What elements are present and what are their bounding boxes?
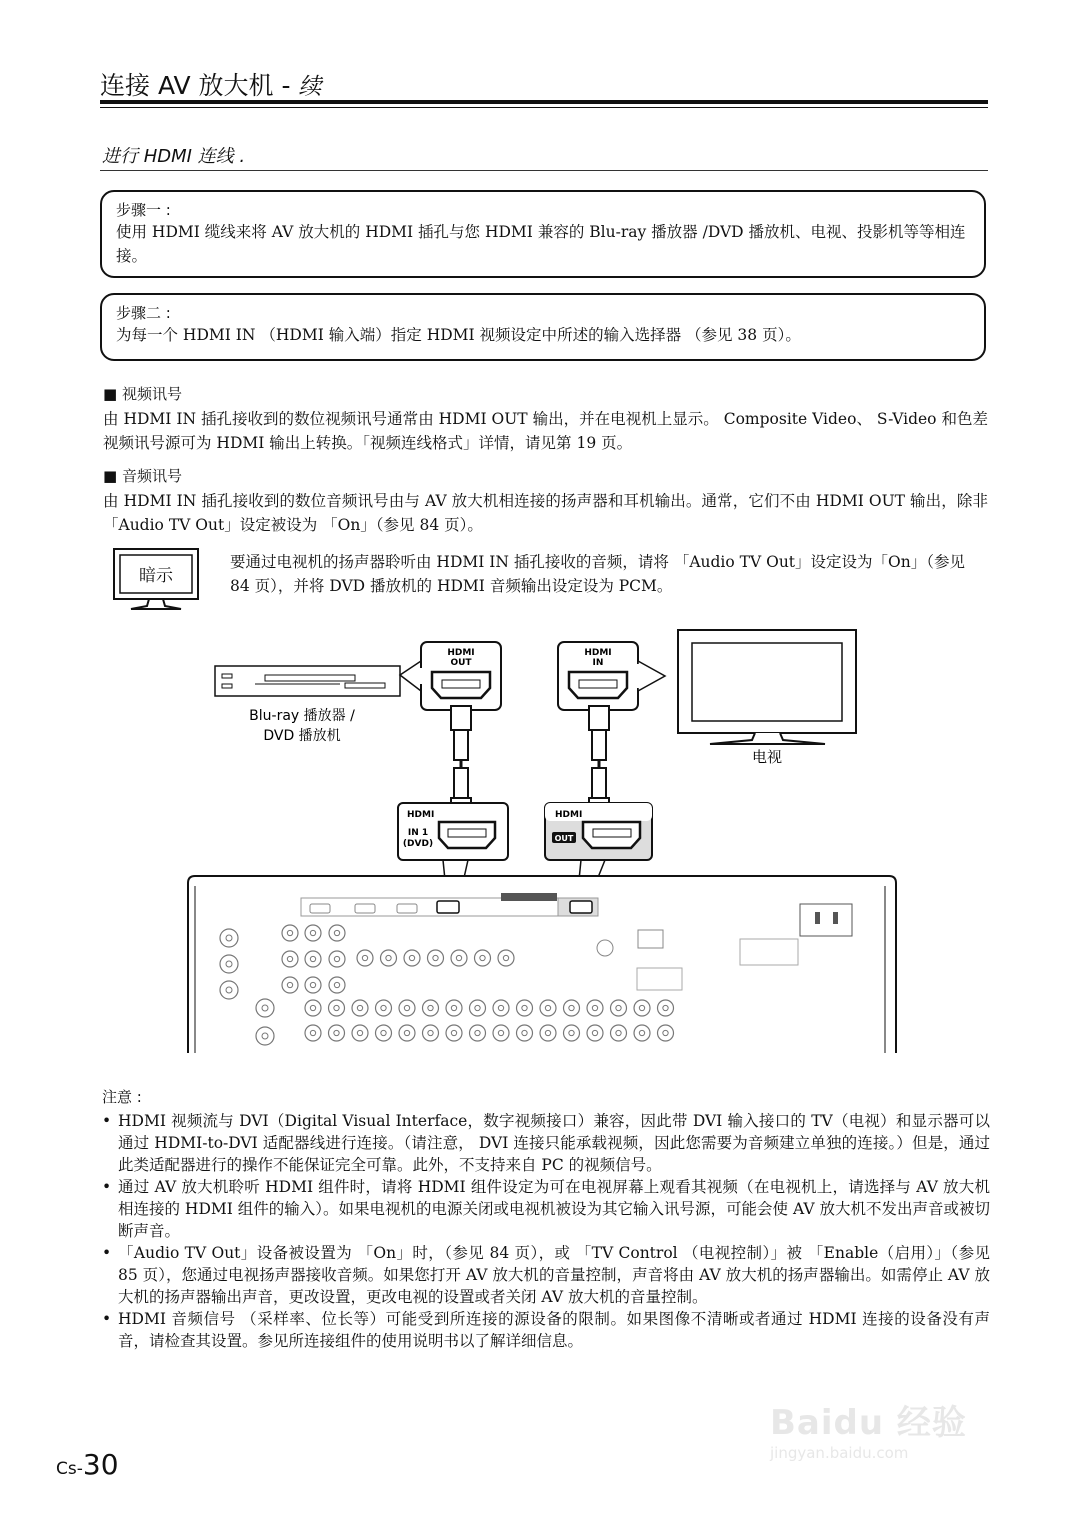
step-one-body: 使用 HDMI 缆线来将 AV 放大机的 HDMI 插孔与您 HDMI 兼容的 Blu-ray 播放器 /DVD 播放机、电视、投影机等等相连接。 — [116, 223, 966, 265]
rca-jack-pin — [433, 955, 438, 960]
audio-signal-body: 由 HDMI IN 插孔接收到的数位音频讯号由与 AV 放大机相连接的扬声器和耳机输出。通常，它们不由 HDMI OUT 输出，除非 「Audio TV Out」设定被设为 「On」（参见 84 页）。 — [103, 492, 988, 534]
rca-jack-pin — [310, 956, 315, 961]
hint-text: 要通过电视机的扬声器聆听由 HDMI IN 插孔接收的音频，请将 「Audio TV Out」设定设为「On」（参见 84 页），并将 DVD 播放机的 HDMI 音频输出设定设为 PCM。 — [230, 553, 965, 595]
tv-hdmi-in-label-1: HDMI — [584, 648, 612, 658]
rca-jack-pin — [639, 1030, 644, 1035]
rca-jack-pin — [475, 1030, 480, 1035]
rca-jack-pin — [310, 930, 315, 935]
rca-jack-pin — [480, 955, 485, 960]
rca-jack-pin — [545, 1030, 550, 1035]
rca-jack-pin — [475, 1005, 480, 1010]
baidu-watermark — [770, 1395, 1020, 1475]
rca-jack-pin — [334, 1005, 339, 1010]
note-item-2: • 通过 AV 放大机聆听 HDMI 组件时，请将 HDMI 组件设定为可在电视屏幕上观看其视频（在电视机上，请选择与 AV 放大机相连接的 HDMI 组件的输入）。如果电视机的电源关闭或电视机被设为其它输入讯号源，可能会使 AV 放大机不发出声音或被切断声音。 — [100, 1176, 990, 1242]
title-continued: 续 — [298, 74, 322, 100]
rca-jack-pin — [262, 1033, 268, 1039]
receiver-hdmi-out-title: HDMI — [555, 810, 583, 820]
rca-jack-pin — [498, 1030, 503, 1035]
rca-jack-pin — [404, 1005, 409, 1010]
step-one-box — [100, 190, 986, 278]
step-one-title: 步骤一 : — [116, 201, 171, 219]
rca-jack-pin — [428, 1030, 433, 1035]
player-label-1: Blu-ray 播放器 / — [249, 708, 355, 724]
rca-jack-pin — [409, 955, 414, 960]
receiver-hdmi-out-badge: OUT — [554, 834, 574, 843]
note-item-1: • HDMI 视频流与 DVI（Digital Visual Interface，数字视频接口）兼容，因此带 DVI 输入接口的 TV（电视）和显示器可以通过 HDMI-to-DVI 适配器线进行连接。（请注意， DVI 连接只能承载视频，因此您需要为音频建立单独的连接。）但是，通过此类适配器进行的操作不能保证完全可靠。此外，不支持来自 PC 的视频信号。 — [100, 1110, 990, 1176]
step-two-body: 为每一个 HDMI IN （HDMI 输入端）指定 HDMI 视频设定中所述的输入选择器 （参见 38 页）。 — [116, 326, 801, 344]
video-signal-heading: ■ 视频讯号 — [103, 385, 182, 403]
rca-jack-pin — [569, 1005, 574, 1010]
hint-tv-icon — [113, 548, 199, 612]
note-item-4: • HDMI 音频信号 （采样率、位长等）可能受到所连接的源设备的限制。如果图像不清晰或者通过 HDMI 连接的设备没有声音，请检查其设置。参见所连接组件的使用说明书以了解详细信息。 — [100, 1308, 990, 1352]
rca-jack-pin — [226, 935, 232, 941]
rca-jack-pin — [226, 987, 232, 993]
receiver-hdmi-in-label-1: IN 1 — [407, 828, 429, 838]
rca-jack-pin — [381, 1005, 386, 1010]
bluray-player — [215, 666, 400, 696]
rca-jack-pin — [522, 1030, 527, 1035]
hint-label: 暗示 — [139, 566, 173, 586]
header-rule — [100, 100, 988, 104]
title-separator: - — [273, 71, 299, 100]
rca-jack-pin — [451, 1005, 456, 1010]
watermark-brand: Baidu 经验 — [770, 1403, 967, 1443]
page-number-value: 30 — [82, 1448, 119, 1481]
rca-jack-pin — [428, 1005, 433, 1010]
tv-hdmi-in-label-2: IN — [592, 658, 604, 668]
audio-signal-heading: ■ 音频讯号 — [103, 467, 182, 485]
page-header — [100, 66, 321, 102]
rca-jack-pin — [357, 1005, 362, 1010]
rca-jack-pin — [569, 1030, 574, 1035]
rca-jack-pin — [663, 1005, 668, 1010]
rca-jack-pin — [334, 956, 339, 961]
section-rule — [100, 170, 988, 171]
rca-jack-pin — [498, 1005, 503, 1010]
rca-jack-pin — [381, 1030, 386, 1035]
rca-jack-pin — [456, 955, 461, 960]
notes-title: 注意 : — [102, 1088, 142, 1106]
page-number — [56, 1448, 119, 1481]
rca-jack-pin — [362, 955, 367, 960]
section-title: 进行 HDMI 连线 . — [102, 146, 246, 167]
rca-jack-pin — [592, 1005, 597, 1010]
player-hdmi-out-label-1: HDMI — [447, 648, 475, 658]
rca-jack-pin — [310, 982, 315, 987]
page-number-prefix: Cs- — [56, 1459, 83, 1479]
rca-jack-pin — [334, 982, 339, 987]
notes-list — [100, 1110, 990, 1352]
rca-jack-pin — [545, 1005, 550, 1010]
rca-jack-pin — [287, 956, 292, 961]
rca-jack-pin — [287, 930, 292, 935]
rca-jack-pin — [386, 955, 391, 960]
rca-jack-pin — [522, 1005, 527, 1010]
header-rule-thin — [100, 107, 988, 108]
rca-jack-pin — [310, 1005, 315, 1010]
watermark-url: jingyan.baidu.com — [770, 1444, 909, 1462]
rca-jack-pin — [639, 1005, 644, 1010]
note-item-3: • 「Audio TV Out」设备被设置为 「On」时，（参见 84 页），或 「TV Control （电视控制）」被 「Enable（启用）」（参见 85 页），您通过电视扬声器接收音频。如果您打开 AV 放大机的音量控制，声音将由 AV 放大机的扬声器输出。如需停止 AV 放大机的扬声器输出声音，更改设置，更改电视的设置或者关闭 AV 放大机的音量控制。 — [100, 1242, 990, 1308]
rca-jack-pin — [616, 1005, 621, 1010]
tv-hdmi-in-callout — [558, 642, 665, 710]
connection-diagram — [185, 628, 905, 1057]
player-hdmi-out-label-2: OUT — [450, 658, 472, 668]
rca-jack-pin — [357, 1030, 362, 1035]
step-two-title: 步骤二 : — [116, 304, 171, 322]
rca-jack-pin — [451, 1030, 456, 1035]
rca-jack-pin — [334, 930, 339, 935]
rca-jack-pin — [592, 1030, 597, 1035]
rca-jack-pin — [503, 955, 508, 960]
receiver-hdmi-in-title: HDMI — [407, 810, 435, 820]
page-title: 连接 AV 放大机 — [100, 71, 274, 100]
rca-jack-pin — [310, 1030, 315, 1035]
step-two-box — [100, 293, 986, 361]
tv-label: 电视 — [751, 748, 783, 766]
rca-jack-pin — [287, 982, 292, 987]
player-label-2: DVD 播放机 — [263, 728, 341, 744]
rca-jack-pin — [663, 1030, 668, 1035]
rca-jack-pin — [334, 1030, 339, 1035]
player-hdmi-out-callout — [400, 642, 501, 710]
television — [678, 630, 856, 744]
video-signal-body: 由 HDMI IN 插孔接收到的数位视频讯号通常由 HDMI OUT 输出，并在电视机上显示。 Composite Video、 S-Video 和色差视频讯号源可为 HDMI 输出上转换。「视频连线格式」详情，请见第 19 页。 — [103, 410, 988, 452]
rca-jack-pin — [262, 1005, 268, 1011]
rca-jack-pin — [616, 1030, 621, 1035]
rca-jack-pin — [226, 961, 232, 967]
receiver-hdmi-in-label-2: (DVD) — [402, 839, 434, 849]
rca-jack-pin — [404, 1030, 409, 1035]
